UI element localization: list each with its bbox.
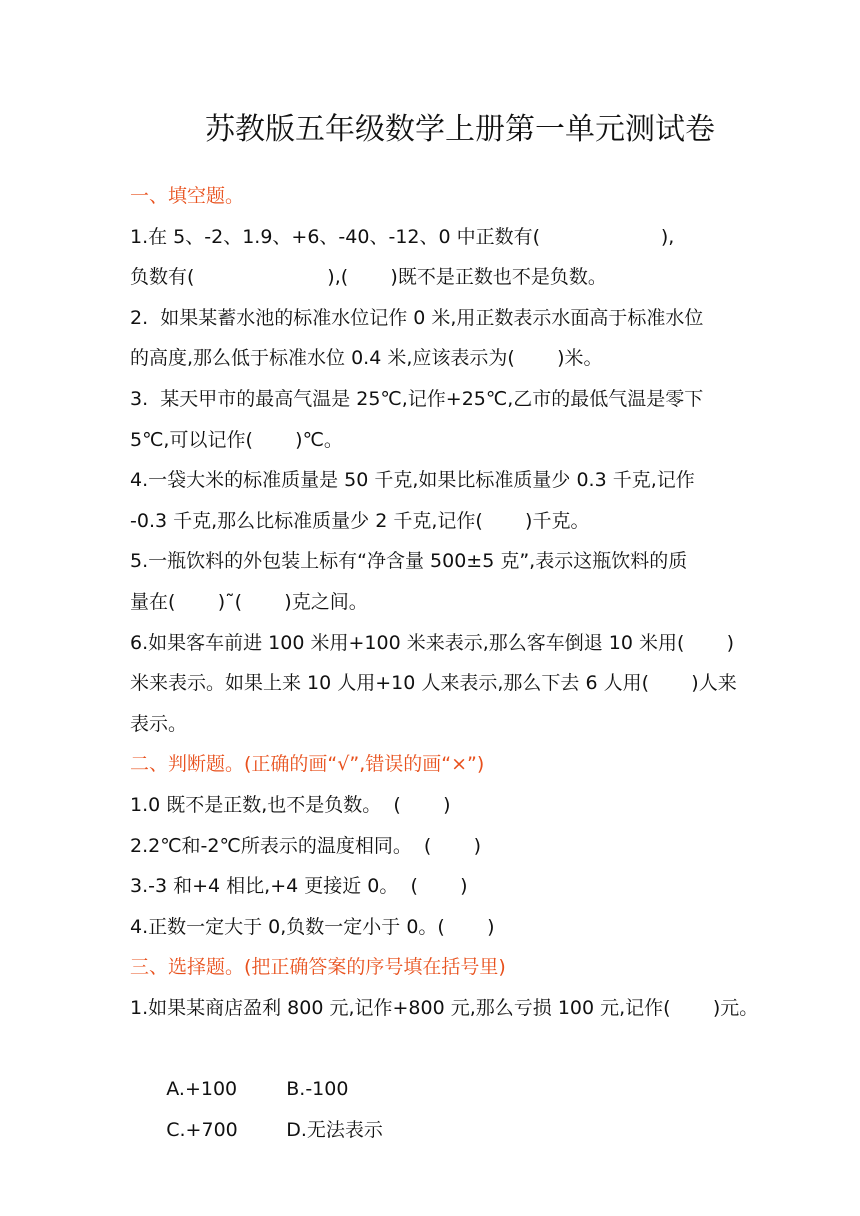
judge-question: 3.-3 和+4 相比,+4 更接近 0。 ( ): [130, 875, 468, 898]
section-heading-fill-blank: 一、填空题。: [130, 185, 245, 207]
judge-question: 2.2℃和-2℃所表示的温度相同。 ( ): [130, 834, 482, 857]
question-line: -0.3 千克,那么比标准质量少 2 千克,记作( )千克。: [130, 509, 590, 532]
question-line: 4.一袋大米的标准质量是 50 千克,如果比标准质量少 0.3 千克,记作: [130, 469, 695, 492]
question-line: 米来表示。如果上来 10 人用+10 人来表示,那么下去 6 人用( )人来: [130, 672, 737, 695]
option-d: D.无法表示: [286, 1118, 383, 1141]
option-c: C.+700: [166, 1118, 238, 1141]
choice-options-row: [130, 1028, 734, 1101]
section-heading-choice: 三、选择题。(把正确答案的序号填在括号里): [130, 956, 506, 979]
question-line: 1.在 5、-2、1.9、+6、-40、-12、0 中正数有( ),: [130, 225, 675, 248]
page-title: 苏教版五年级数学上册第一单元测试卷: [205, 112, 715, 147]
question-line: 表示。: [130, 712, 188, 735]
question-line: 的高度,那么低于标准水位 0.4 米,应该表示为( )米。: [130, 347, 603, 370]
exam-content: [130, 176, 759, 1141]
question-line: 5.一瓶饮料的外包装上标有“净含量 500±5 克”,表示这瓶饮料的质: [130, 550, 688, 573]
choice-question: 1.如果某商店盈利 800 元,记作+800 元,那么亏损 100 元,记作( )元。: [130, 996, 759, 1019]
question-line: 3. 某天甲市的最高气温是 25℃,记作+25℃,乙市的最低气温是零下: [130, 387, 704, 410]
question-line: 5℃,可以记作( )℃。: [130, 428, 343, 451]
question-line: 量在( )˜( )克之间。: [130, 590, 368, 613]
option-a: A.+100: [166, 1078, 238, 1101]
judge-question: 4.正数一定大于 0,负数一定小于 0。( ): [130, 915, 495, 938]
section-heading-true-false: 二、判断题。(正确的画“√”,错误的画“×”): [130, 753, 485, 776]
judge-question: 1.0 既不是正数,也不是负数。 ( ): [130, 793, 451, 816]
option-b: B.-100: [286, 1078, 349, 1101]
question-line: 负数有( ),( )既不是正数也不是负数。: [130, 266, 607, 289]
question-line: 6.如果客车前进 100 米用+100 米来表示,那么客车倒退 10 米用( ): [130, 631, 735, 654]
question-line: 2. 如果某蓄水池的标准水位记作 0 米,用正数表示水面高于标准水位: [130, 306, 704, 329]
